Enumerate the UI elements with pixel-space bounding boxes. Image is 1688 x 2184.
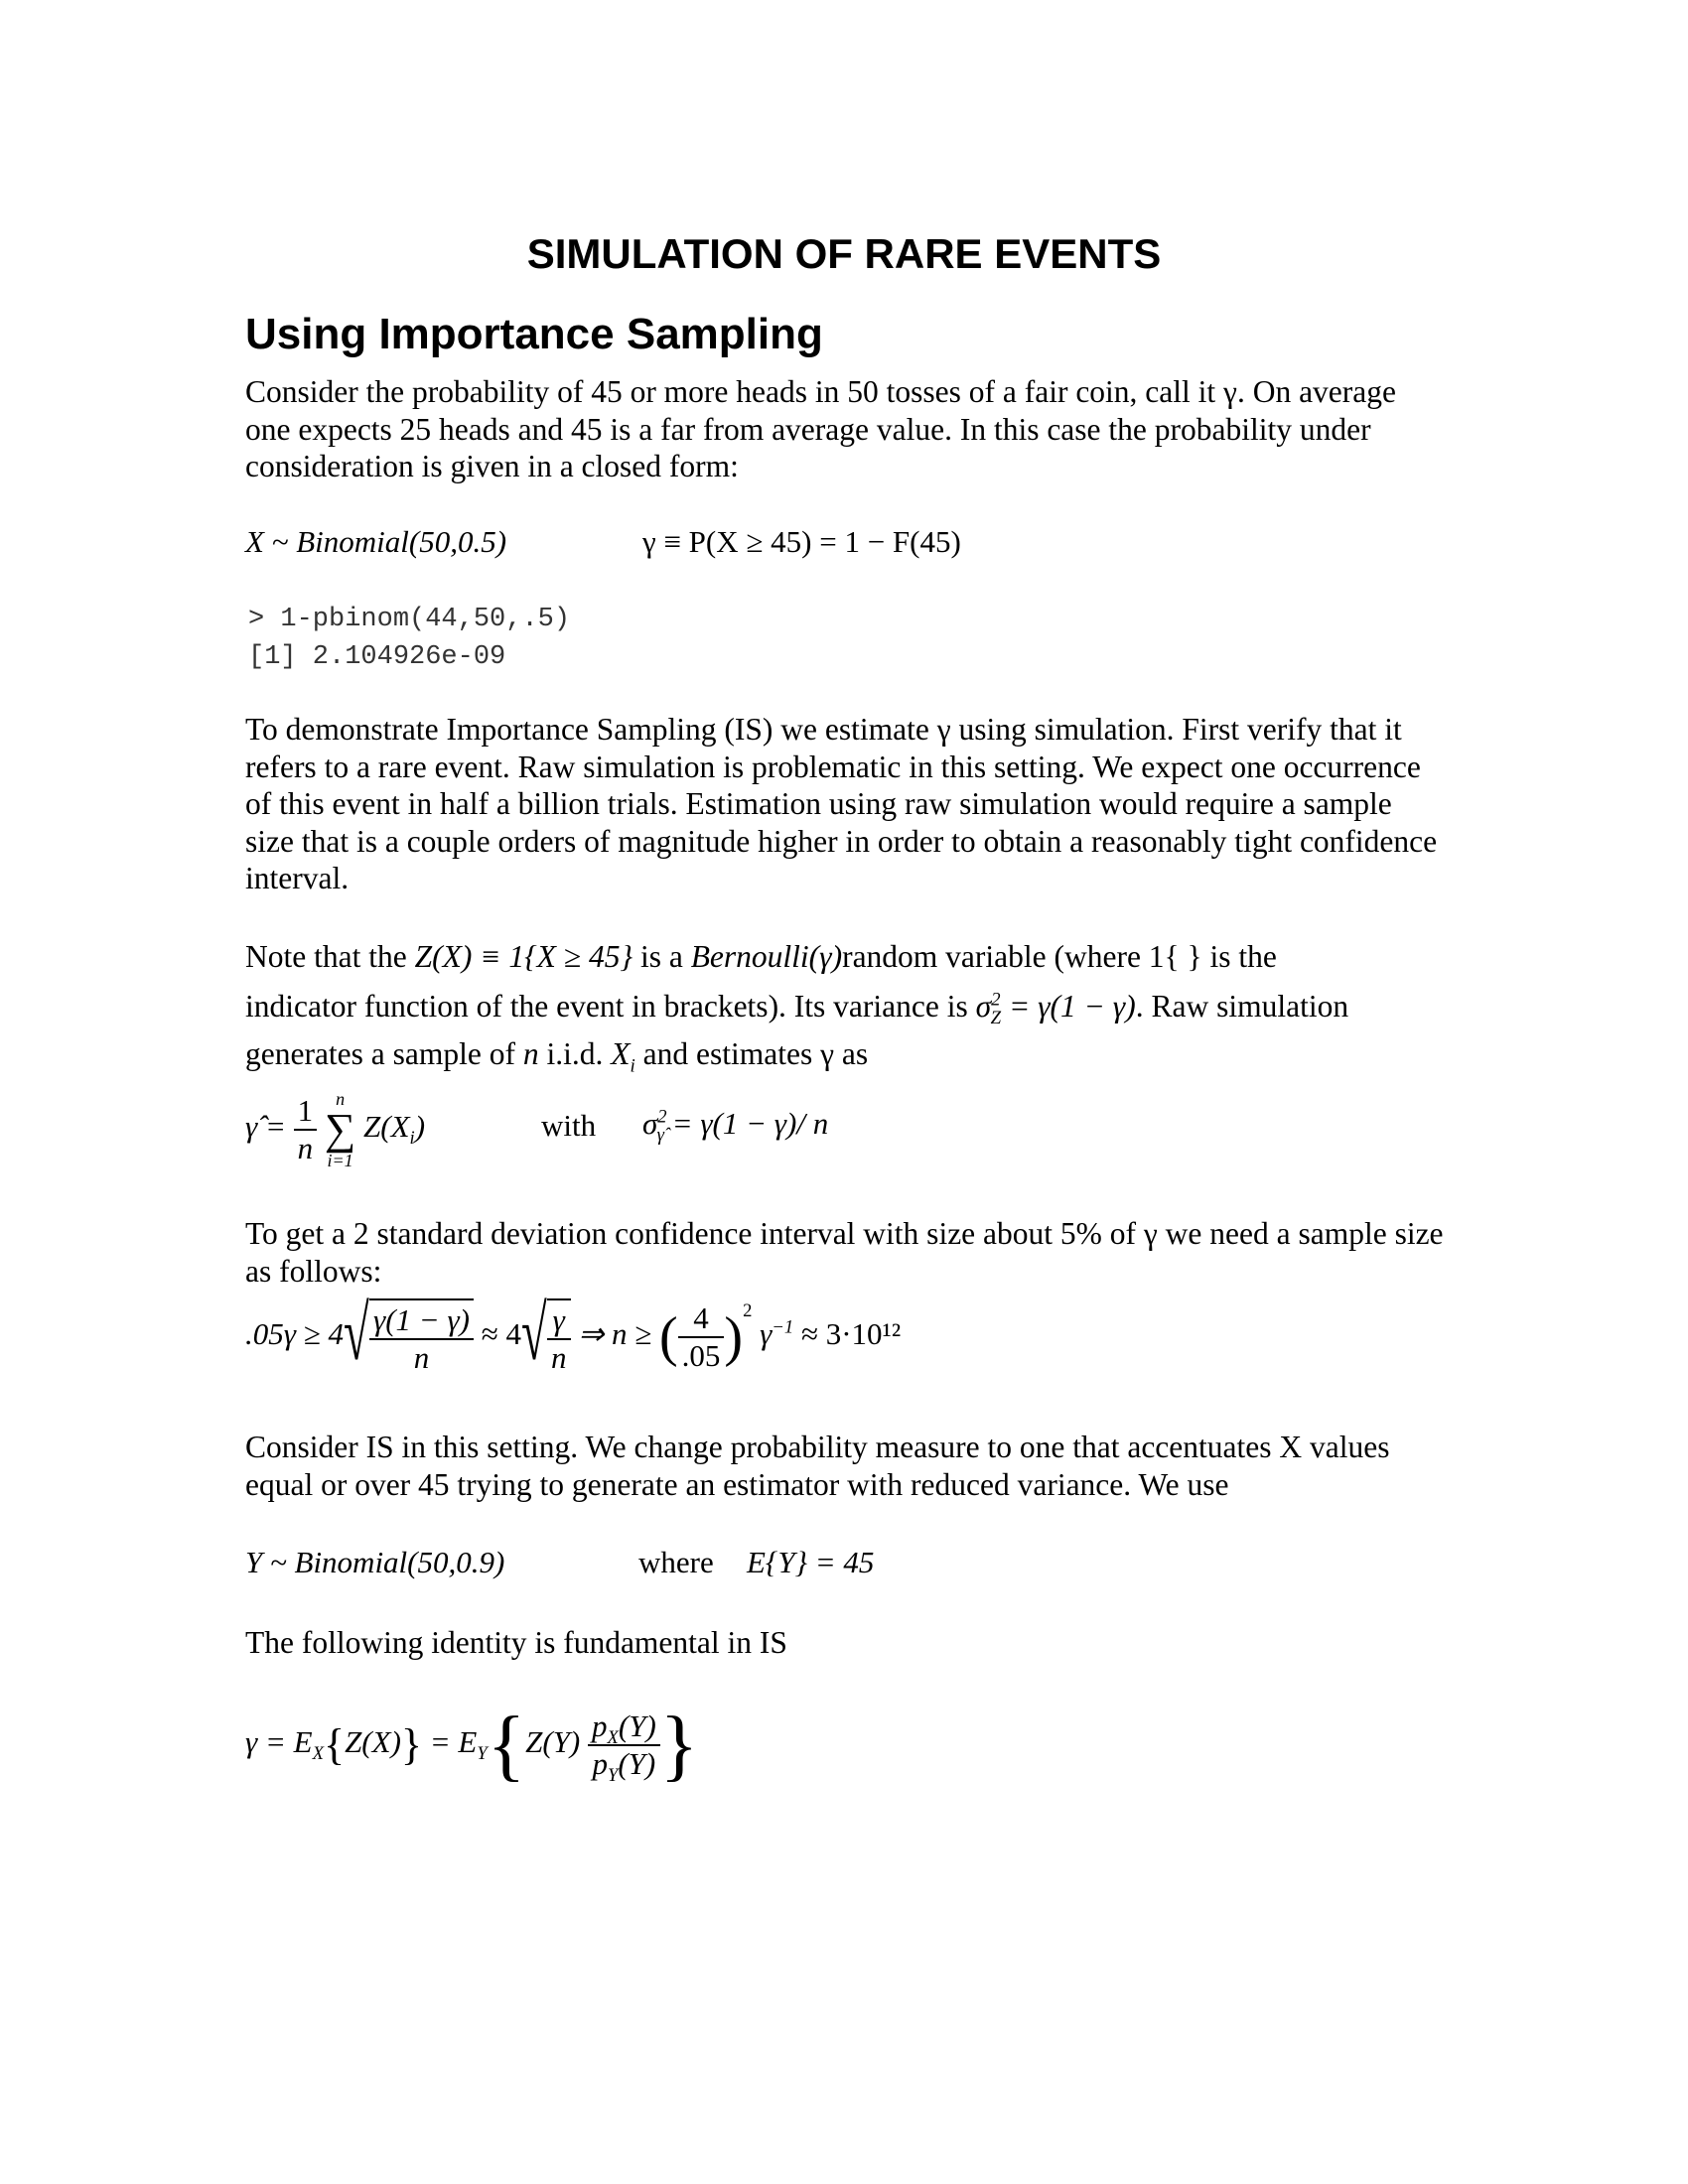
text: random variable (where 1{ } is the <box>842 939 1277 974</box>
equation-binomial-y <box>245 1545 504 1580</box>
fraction-likelihood-ratio: $\frac{p_X(Y)}{p_Y(Y)}$ <box>588 1708 660 1782</box>
text: and estimates γ as <box>642 1036 869 1071</box>
paragraph-note-line2 <box>245 989 1349 1029</box>
equation-sample-size: .05γ ≥ 4 √ $\frac{\gamma(1 - \gamma)}{n}$ ≈ 4 √ $\frac{\gamma}{n}$ ⇒ n ≥ ( $\frac{4}{.05}$ )$^2$ $\gamma^{-1} \approx 3\cdot 10^{12}$ <box>245 1290 902 1376</box>
code-line-2: [1] 2.104926e-09 <box>248 642 506 672</box>
equation-is-identity: $\gamma = E_X\{Z(X)\} = E_Y\{Z(Y)$ $\frac{p_X(Y)}{p_Y(Y)}$ } <box>245 1702 699 1789</box>
paragraph-confidence: To get a 2 standard deviation confidence interval with size about 5% of γ we need a sample size as follows: <box>245 1216 1444 1289</box>
sample-size-result: ≈ 3·10¹² <box>800 1316 902 1352</box>
text: i.i.d. <box>546 1036 604 1071</box>
equation-estimator-variance: $\sigma^2_{\gammâ} = \gamma(1 - \gamma)/$ n <box>642 1106 829 1147</box>
text: is a <box>639 939 683 974</box>
paragraph-consider-is: Consider IS in this setting. We change probability measure to one that accentuates X values equal or over 45 trying to generate an estimator with reduced variance. We use <box>245 1430 1390 1502</box>
r-code-block <box>248 601 570 676</box>
fraction-one-over-n: $\frac{1}{n}$ <box>294 1093 318 1166</box>
eq-y-left: Y ~ Binomial(50,0.9) <box>245 1545 505 1579</box>
equation-y-where <box>638 1545 714 1580</box>
estimator-with-label: with <box>541 1108 597 1143</box>
equation-expectation-y <box>747 1545 874 1580</box>
paragraph-intro: Consider the probability of 45 or more heads in 50 tosses of a fair coin, call it γ. On average one expects 25 heads and 45 is a far from average value. In this case the probability under consideration is given in a closed form: <box>245 374 1396 483</box>
eq1-right: γ ≡ P(X ≥ 45) = 1 − F(45) <box>642 524 961 559</box>
summation-symbol: n ∑ i=1 <box>324 1089 356 1170</box>
equation-binomial-x <box>245 524 506 560</box>
math-variance-z: $\sigma^2_Z = \gamma(1 - \gamma)$ <box>975 989 1136 1029</box>
math-n: n <box>522 1036 539 1071</box>
text: indicator function of the event in brackets). Its variance is <box>245 989 968 1024</box>
math-bernoulli: Bernoulli(γ) <box>690 939 843 974</box>
sqrt-gamma-1-minus-gamma-over-n: √ $\frac{\gamma(1 - \gamma)}{n}$ <box>344 1298 474 1376</box>
section-heading: Using Importance Sampling <box>245 310 823 358</box>
eq1-left: X ~ Binomial(50,0.5) <box>245 524 507 559</box>
eq-y-right: E{Y} = 45 <box>747 1545 875 1579</box>
paragraph-demonstrate: To demonstrate Importance Sampling (IS) we estimate γ using simulation. First verify that it refers to a rare event. Raw simulation is problematic in this setting. We expect one occurrence of this event in half a billion trials. Estimation using raw simulation would require a sample size that is a couple orders of magnitude higher in order to obtain a reasonably tight confidence interval. <box>245 712 1438 895</box>
paragraph-identity: The following identity is fundamental in IS <box>245 1625 787 1660</box>
text: . Raw simulation <box>1135 989 1349 1024</box>
text: Note that the <box>245 939 407 974</box>
page-title: SIMULATION OF RARE EVENTS <box>526 230 1162 277</box>
sqrt-gamma-over-n: √ $\frac{\gamma}{n}$ <box>521 1298 571 1376</box>
math-z-definition: Z(X) ≡ 1{X ≥ 45} <box>414 939 633 974</box>
equation-gamma-definition <box>642 524 961 560</box>
where-label: where <box>638 1545 714 1579</box>
equation-estimator: γ̂ = $\frac{1}{n}$ n ∑ i=1 $Z(X_i)$ <box>245 1089 426 1170</box>
fraction-4-over-05: $\frac{4}{.05}$ <box>678 1300 725 1374</box>
text: generates a sample of <box>245 1036 515 1071</box>
math-xi: $X_i$ <box>611 1036 635 1077</box>
paragraph-note-line1 <box>245 939 1277 975</box>
code-line-1: > 1-pbinom(44,50,.5) <box>248 605 571 634</box>
paragraph-note-line3 <box>245 1036 869 1077</box>
